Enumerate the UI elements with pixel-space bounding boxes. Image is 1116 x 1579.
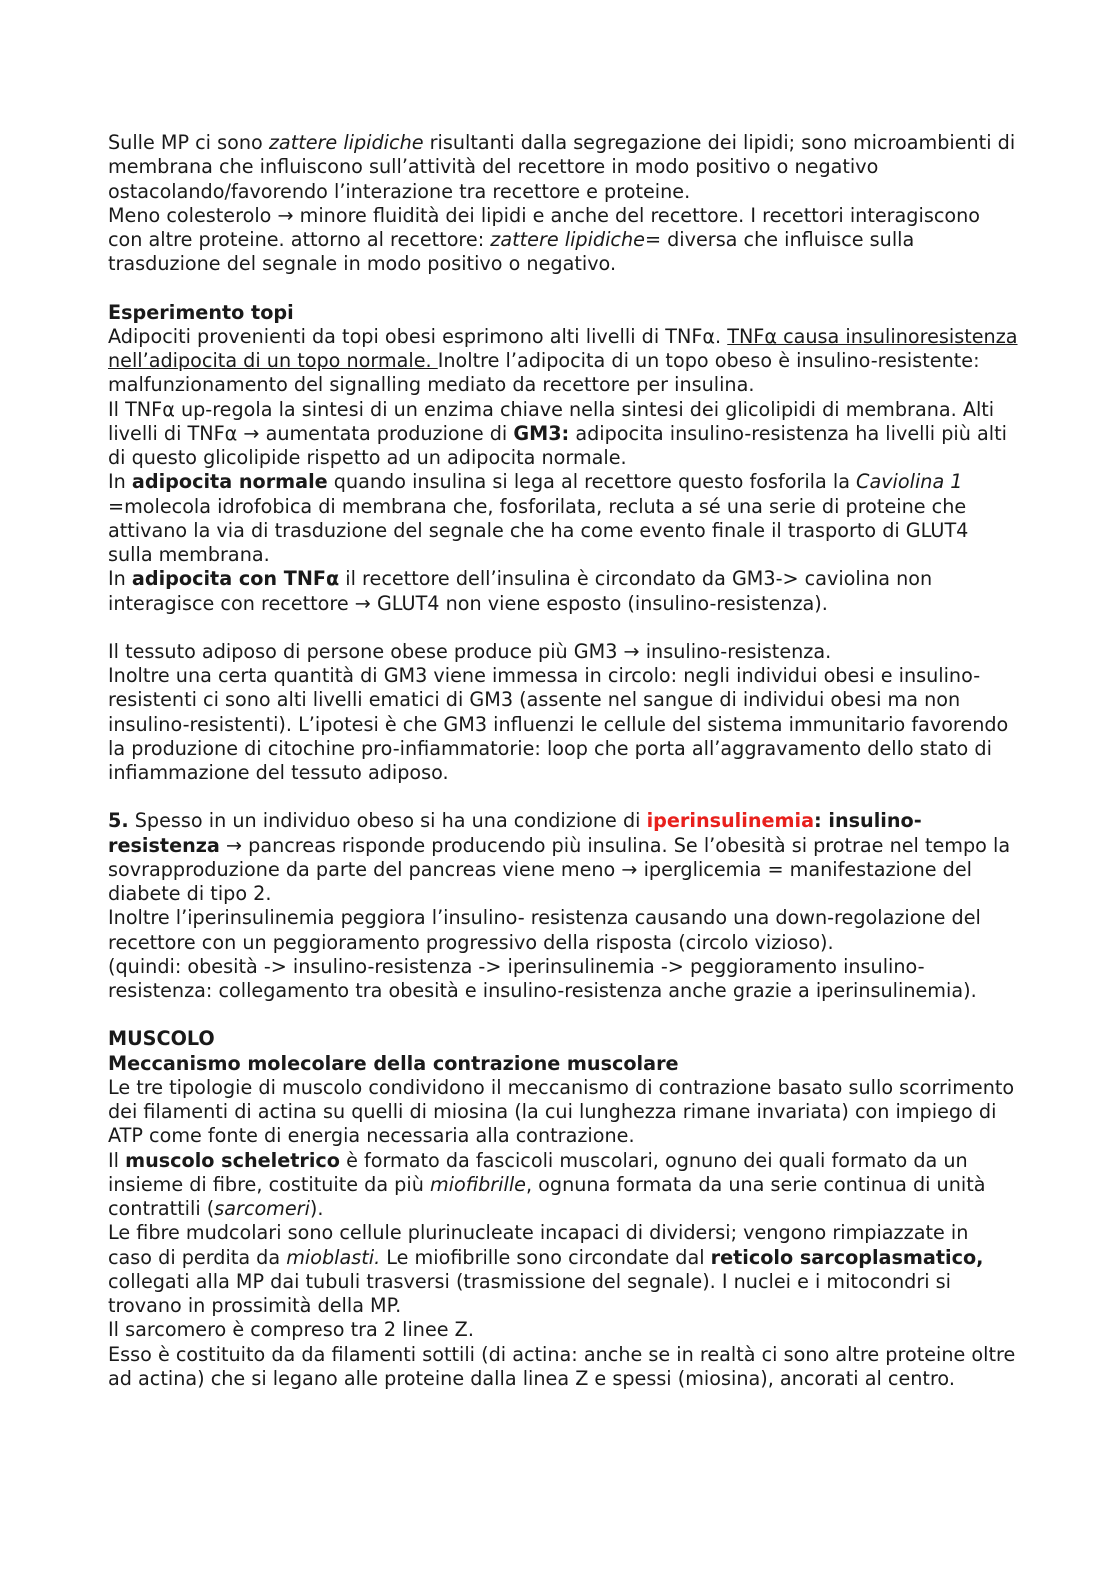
- text: minore fluidità dei lipidi e anche del recettore. I recettori interagiscono con altre proteine. attorno al recettore:: [108, 203, 981, 251]
- paragraph-sarcomero: Il sarcomero è compreso tra 2 linee Z.: [108, 1318, 474, 1342]
- arrow-icon: →: [243, 421, 260, 445]
- text: In: [108, 567, 132, 591]
- document-page: [108, 131, 1018, 1391]
- text: = diversa che influisce sulla trasduzione del segnale in modo positivo o negativo.: [108, 228, 915, 276]
- arrow-icon: →: [277, 203, 294, 227]
- text-italic: zattere lipidiche: [268, 131, 424, 154]
- arrow-icon: →: [354, 591, 371, 615]
- text: In: [108, 470, 132, 494]
- item-number: 5.: [108, 809, 129, 833]
- text-highlight-red: iperinsulinemia: [646, 809, 815, 833]
- text: Meno colesterolo: [108, 203, 278, 227]
- arrow-icon: →: [225, 833, 243, 857]
- text: risultanti dalla segregazione dei lipidi; sono microambienti di membrana che influiscono sull’attività del recettore in modo positivo o negativo ostacolando/favorendo l’interazione tra recettore e proteine.: [108, 131, 1016, 203]
- text: è formato da fascicoli muscolari, ognuno dei quali formato da un insieme di fibre, costituite da più: [108, 1148, 968, 1196]
- text-bold: : insulino-resistenza: [108, 809, 922, 857]
- text: Il: [108, 1148, 126, 1172]
- text-italic: sarcomeri: [214, 1197, 310, 1220]
- text: collegati alla MP dai tubuli trasversi (trasmissione del segnale). I nuclei e i mitocondri si trovano in prossimità della MP.: [108, 1269, 951, 1317]
- paragraph-circolo-vizioso: Inoltre l’iperinsulinemia peggiora l’insulino- resistenza causando una down-regolazione del recettore con un peggioramento progressivo della risposta (circolo vizioso).: [108, 906, 981, 954]
- text-underlined: TNFα causa insulinoresistenza nell’adipocita di un topo normale.: [108, 324, 1018, 372]
- text: Il tessuto adiposo di persone obese produce più GM3: [108, 639, 624, 663]
- text: insulino-resistenza.: [639, 639, 832, 663]
- paragraph-muscolo-scheletrico: [108, 1149, 1018, 1222]
- text-bold: muscolo scheletrico: [125, 1148, 340, 1172]
- text: Inoltre l’adipocita di un topo obeso è insulino-resistente: malfunzionamento del signalling mediato da recettore per insulina.: [108, 349, 980, 397]
- text: Sulle MP ci sono: [108, 131, 269, 154]
- text: iperglicemia = manifestazione del diabete di tipo 2.: [108, 857, 972, 905]
- text: , ognuna formata da una serie continua di unità contrattili (: [108, 1172, 986, 1220]
- paragraph-fibre: [108, 1221, 1018, 1318]
- arrow-icon: →: [621, 857, 638, 881]
- paragraph-quindi: (quindi: obesità -> insulino-resistenza -> iperinsulinemia -> peggioramento insulino-resistenza: collegamento tra obesità e insulino-resistenza anche grazie a iperinsulinemia).: [108, 954, 977, 1002]
- text-italic: mioblasti.: [286, 1245, 381, 1269]
- paragraph-iperinsulinemia: [108, 809, 1018, 906]
- paragraph-filamenti: Esso è costituito da da filamenti sottili (di actina: anche se in realtà ci sono altre proteine oltre ad actina) che si legano alle proteine dalla linea Z e spessi (miosina), ancorati al centro.: [108, 1342, 1016, 1390]
- text: Spesso in un individuo obeso si ha una condizione di: [128, 809, 647, 833]
- text: Il TNFα up-regola la sintesi di un enzima chiave nella sintesi dei glicolipidi di membrana. Alti livelli di TNFα: [108, 397, 995, 445]
- text: =molecola idrofobica di membrana che, fosforilata, recluta a sé una serie di proteine che attivano la via di trasduzione del segnale che ha come evento finale il trasporto di GLUT4 sulla membrana.: [108, 494, 969, 566]
- text: adipocita insulino-resistenza ha livelli più alti di questo glicolipide rispetto ad un adipocita normale.: [108, 421, 1007, 469]
- heading-muscolo: MUSCOLO: [108, 1027, 215, 1051]
- text: il recettore dell’insulina è circondato da GM3-> caviolina non interagisce con recettore: [108, 567, 933, 615]
- text: quando insulina si lega al recettore questo fosforila la: [327, 470, 857, 494]
- paragraph-tnf: [108, 398, 1018, 471]
- paragraph-tessuto-adiposo: [108, 640, 1018, 664]
- heading-meccanismo: Meccanismo molecolare della contrazione muscolare: [108, 1051, 679, 1075]
- text-bold: adipocita normale: [131, 470, 328, 494]
- text: Le miofibrille sono circondate dal: [380, 1245, 711, 1269]
- arrow-icon: →: [623, 639, 640, 663]
- text-bold: GM3:: [513, 421, 570, 445]
- paragraph-adipociti: [108, 325, 1018, 398]
- text-italic: miofibrille: [429, 1172, 526, 1196]
- heading-esperimento-topi: Esperimento topi: [108, 300, 294, 324]
- text: Le fibre mudcolari sono cellule plurinucleate incapaci di dividersi; vengono rimpiazzate in caso di perdita da: [108, 1221, 969, 1269]
- paragraph-lipid-rafts: [108, 131, 1018, 204]
- paragraph-gm3-circolo: Inoltre una certa quantità di GM3 viene immessa in circolo: negli individui obesi e insulino-resistenti ci sono alti livelli ematici di GM3 (assente nel sangue di individui obesi ma non insulino-resistenti). L’ipotesi è che GM3 influenzi le cellule del sistema immunitario favorendo la produzione di citochine pro-infiammatorie: loop che porta all’aggravamento dello stato di infiammazione del tessuto adiposo.: [108, 664, 1009, 784]
- text-bold: adipocita con TNFα: [131, 567, 340, 591]
- text: aumentata produzione di: [259, 421, 514, 445]
- paragraph-cholesterol: [108, 204, 1018, 277]
- text: GLUT4 non viene esposto (insulino-resistenza).: [370, 591, 828, 615]
- text-italic: zattere lipidiche: [490, 228, 645, 251]
- text-italic: Caviolina 1: [856, 470, 963, 494]
- text: ).: [309, 1197, 324, 1220]
- paragraph-adipocita-tnf: [108, 567, 1018, 616]
- text: Adipociti provenienti da topi obesi esprimono alti livelli di TNFα.: [108, 324, 728, 348]
- paragraph-adipocita-normale: [108, 470, 1018, 567]
- text-bold: reticolo sarcoplasmatico,: [710, 1245, 984, 1269]
- text: pancreas risponde producendo più insulina. Se l’obesità si protrae nel tempo la sovrapproduzione da parte del pancreas viene meno: [108, 833, 1011, 881]
- paragraph-tipologie: Le tre tipologie di muscolo condividono il meccanismo di contrazione basato sullo scorrimento dei filamenti di actina su quelli di miosina (la cui lunghezza rimane invariata) con impiego di ATP come fonte di energia necessaria alla contrazione.: [108, 1075, 1015, 1148]
